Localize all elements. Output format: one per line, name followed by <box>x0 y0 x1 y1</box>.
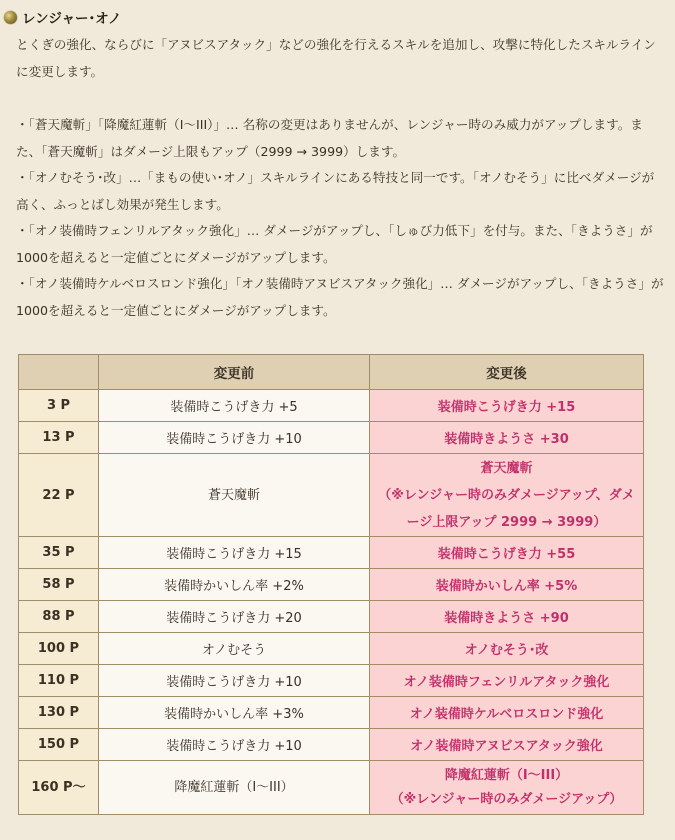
table-row <box>19 697 644 729</box>
after-note-text: （※レンジャー時のみダメージアップ、ダメージ上限アップ 2999 → 3999） <box>378 487 635 530</box>
point-cell: 13 P <box>19 422 99 454</box>
table-row <box>19 454 644 537</box>
before-cell: 装備時かいしん率 +3% <box>99 697 370 729</box>
note-item: ・「オノ装備時ケルベロスロンド強化」「オノ装備時アヌビスアタック強化」… ダメージがアップし、「きようさ」が1000を超えると一定値ごとにダメージがアップします。 <box>16 276 664 318</box>
header-point <box>19 355 99 390</box>
after-cell: オノ装備時ケルベロスロンド強化 <box>370 697 644 729</box>
section-title: レンジャー･オノ <box>22 11 122 27</box>
after-cell <box>370 761 644 815</box>
point-cell: 160 P～ <box>19 761 99 815</box>
before-cell: 装備時こうげき力 +10 <box>99 422 370 454</box>
table-row <box>19 601 644 633</box>
header-before: 変更前 <box>99 355 370 390</box>
after-cell: オノむそう･改 <box>370 633 644 665</box>
section-header <box>4 6 122 28</box>
after-cell: 装備時かいしん率 +5% <box>370 569 644 601</box>
note-item: ・「オノ装備時フェンリルアタック強化」… ダメージがアップし、「しゅび力低下」を付与。また、「きようさ」が1000を超えると一定値ごとにダメージがアップします。 <box>16 223 653 265</box>
point-cell: 110 P <box>19 665 99 697</box>
before-cell: 装備時こうげき力 +10 <box>99 729 370 761</box>
skill-change-table <box>18 354 644 815</box>
point-cell: 3 P <box>19 390 99 422</box>
point-cell: 100 P <box>19 633 99 665</box>
header-after: 変更後 <box>370 355 644 390</box>
after-cell: 装備時こうげき力 +55 <box>370 537 644 569</box>
before-cell: 装備時かいしん率 +2% <box>99 569 370 601</box>
before-cell: 蒼天魔斬 <box>99 454 370 537</box>
after-cell: 装備時きようさ +90 <box>370 601 644 633</box>
before-cell: 装備時こうげき力 +10 <box>99 665 370 697</box>
table-row <box>19 569 644 601</box>
table-row <box>19 422 644 454</box>
table-row <box>19 761 644 815</box>
point-cell: 130 P <box>19 697 99 729</box>
before-cell: 装備時こうげき力 +20 <box>99 601 370 633</box>
table-row <box>19 633 644 665</box>
after-main-text: 降魔紅蓮斬（I～III） <box>444 767 569 783</box>
before-cell: 降魔紅蓮斬（I～III） <box>99 761 370 815</box>
table-row <box>19 729 644 761</box>
before-cell: 装備時こうげき力 +5 <box>99 390 370 422</box>
point-cell: 88 P <box>19 601 99 633</box>
change-notes <box>16 112 666 324</box>
table-row <box>19 390 644 422</box>
table-row <box>19 665 644 697</box>
after-cell <box>370 454 644 537</box>
table-row <box>19 537 644 569</box>
after-cell: オノ装備時フェンリルアタック強化 <box>370 665 644 697</box>
after-cell: オノ装備時アヌビスアタック強化 <box>370 729 644 761</box>
before-cell: オノむそう <box>99 633 370 665</box>
after-note-text: （※レンジャー時のみダメージアップ） <box>390 791 623 807</box>
bullet-icon <box>4 11 17 24</box>
note-item: ・「オノむそう･改」…「まもの使い･オノ」スキルラインにある特技と同一です。「オノむそう」に比べダメージが高く、ふっとばし効果が発生します。 <box>16 170 655 212</box>
point-cell: 58 P <box>19 569 99 601</box>
intro-text: とくぎの強化、ならびに「アヌビスアタック」などの強化を行えるスキルを追加し、攻撃に特化したスキルラインに変更します。 <box>16 37 656 79</box>
after-cell: 装備時こうげき力 +15 <box>370 390 644 422</box>
note-item: ・「蒼天魔斬」「降魔紅蓮斬（I～III）」… 名称の変更はありませんが、レンジャー時のみ威力がアップします。また、「蒼天魔斬」はダメージ上限もアップ（2999 → 3999）します。 <box>16 117 643 159</box>
point-cell: 150 P <box>19 729 99 761</box>
after-cell: 装備時きようさ +30 <box>370 422 644 454</box>
after-main-text: 蒼天魔斬 <box>480 460 533 476</box>
before-cell: 装備時こうげき力 +15 <box>99 537 370 569</box>
point-cell: 22 P <box>19 454 99 537</box>
point-cell: 35 P <box>19 537 99 569</box>
